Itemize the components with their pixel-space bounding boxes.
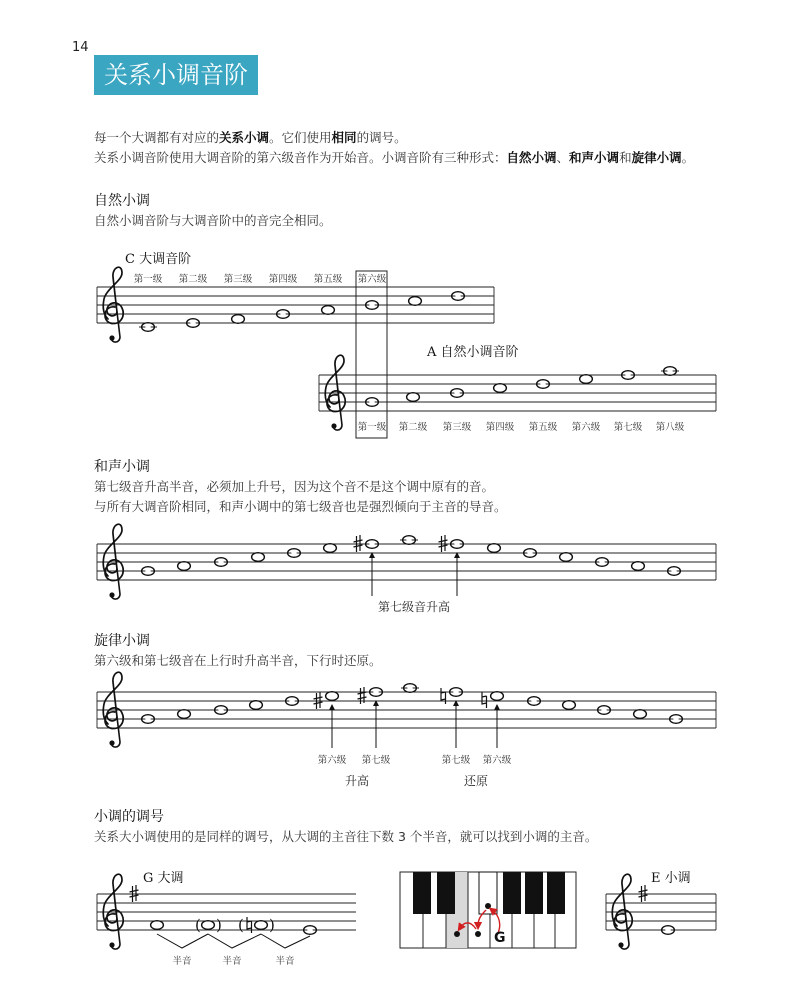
intro-text: 每一个大调都有对应的 bbox=[94, 130, 220, 145]
melodic-minor-staff bbox=[97, 672, 716, 788]
keysig-heading: 小调的调号 bbox=[94, 809, 164, 825]
note bbox=[252, 553, 265, 562]
degree-label: 第八级 bbox=[655, 422, 685, 433]
degree-label: 第四级 bbox=[268, 274, 298, 285]
sharp-icon bbox=[354, 535, 363, 552]
a-minor-staff bbox=[319, 345, 716, 433]
semitone-label: 半音 bbox=[275, 956, 295, 967]
key-label-g: G bbox=[494, 930, 506, 946]
natural-desc: 自然小调音阶与大调音阶中的音完全相同。 bbox=[94, 213, 332, 228]
keyboard-diagram bbox=[400, 872, 576, 948]
key-signature-sharp-icon bbox=[130, 885, 139, 902]
intro-text: 、 bbox=[556, 150, 570, 165]
note-f bbox=[580, 375, 593, 384]
note-b bbox=[407, 393, 420, 402]
melodic-notes bbox=[142, 684, 683, 724]
natural-icon bbox=[247, 917, 252, 933]
sharp-icon bbox=[314, 692, 323, 709]
intro-text: 。 bbox=[681, 150, 695, 165]
key-dot bbox=[475, 931, 481, 937]
degree-label: 第六级 bbox=[571, 422, 601, 433]
semitone-label: 半音 bbox=[172, 956, 192, 967]
g-major-title: G 大调 bbox=[143, 871, 184, 886]
a-minor-degree-labels bbox=[358, 421, 685, 433]
note-e4 bbox=[232, 315, 245, 324]
note-g bbox=[151, 921, 164, 930]
natural-heading: 自然小调 bbox=[94, 193, 150, 209]
melodic-heading: 旋律小调 bbox=[94, 633, 150, 649]
c-major-title: C 大调音阶 bbox=[125, 252, 192, 267]
black-key bbox=[437, 872, 455, 914]
note bbox=[324, 544, 337, 553]
paren-close: ) bbox=[269, 916, 275, 934]
black-key bbox=[503, 872, 521, 914]
degree-label: 第七级 bbox=[441, 755, 471, 766]
degree-label: 第三级 bbox=[223, 274, 253, 285]
harmonic-heading: 和声小调 bbox=[94, 459, 150, 475]
e-minor-title: E 小调 bbox=[651, 871, 691, 886]
a-minor-title: A 自然小调音阶 bbox=[427, 345, 519, 360]
note-b4 bbox=[409, 297, 422, 306]
g-major-staff bbox=[97, 870, 356, 967]
degree-label: 第六级 bbox=[317, 755, 347, 766]
note-f-natural bbox=[255, 921, 268, 930]
degree-label: 第六级 bbox=[357, 274, 387, 285]
degree-label: 第七级 bbox=[361, 755, 391, 766]
degree-label: 第七级 bbox=[613, 422, 643, 433]
note bbox=[250, 701, 263, 710]
intro-bold-relative-minor: 关系小调 bbox=[219, 130, 270, 145]
degree-label: 第一级 bbox=[133, 274, 163, 285]
note-d bbox=[494, 384, 507, 393]
note bbox=[563, 701, 576, 710]
page-title: 关系小调音阶 bbox=[94, 55, 258, 95]
harmonic-desc-1: 第七级音升高半音，必须加上升号，因为这个音不是这个调中原有的音。 bbox=[94, 479, 495, 494]
degree-label: 第四级 bbox=[485, 422, 515, 433]
degree-label: 第三级 bbox=[442, 422, 472, 433]
note-g4 bbox=[322, 306, 335, 315]
harmonic-desc-2: 与所有大调音阶相同，和声小调中的第七级音也是强烈倾向于主音的导音。 bbox=[94, 499, 507, 514]
paren-close: ) bbox=[216, 916, 222, 934]
semitone-brackets bbox=[157, 934, 310, 948]
note bbox=[634, 710, 647, 719]
harmonic-minor-staff bbox=[97, 524, 716, 614]
note bbox=[178, 710, 191, 719]
keysig-desc: 关系大小调使用的是同样的调号，从大调的主音往下数 3 个半音，就可以找到小调的主音。 bbox=[94, 829, 598, 844]
degree-label: 第六级 bbox=[482, 755, 512, 766]
note bbox=[560, 553, 573, 562]
intro-text: 关系小调音阶使用大调音阶的第六级音作为开始音。小调音阶有三种形式： bbox=[94, 150, 507, 165]
intro-text: 。它们使用 bbox=[269, 130, 332, 145]
paren-open: ( bbox=[238, 916, 244, 934]
e-minor-staff bbox=[606, 871, 716, 949]
a-minor-notes bbox=[366, 367, 679, 407]
sharp-icon bbox=[439, 535, 448, 552]
black-key bbox=[525, 872, 543, 914]
key-signature-sharp-icon bbox=[639, 885, 648, 902]
degree-label: 第一级 bbox=[357, 422, 387, 433]
key-dot bbox=[485, 903, 491, 909]
intro-text: 和 bbox=[619, 150, 632, 165]
black-key bbox=[413, 872, 431, 914]
natural-icon bbox=[482, 692, 487, 708]
key-dot bbox=[454, 931, 460, 937]
melodic-desc: 第六级和第七级音在上行时升高半音，下行时还原。 bbox=[94, 653, 382, 668]
restored-label: 还原 bbox=[463, 774, 489, 788]
intro-bold-harmonic: 和声小调 bbox=[569, 150, 620, 165]
degree-label: 第二级 bbox=[178, 274, 208, 285]
harmonic-notes bbox=[142, 535, 681, 575]
note bbox=[632, 562, 645, 571]
intro-bold-same: 相同 bbox=[331, 130, 357, 145]
note-restored-6th bbox=[491, 692, 504, 701]
c-major-notes bbox=[139, 292, 464, 332]
raised-seventh-label: 第七级音升高 bbox=[377, 600, 451, 614]
intro-bold-natural: 自然小调 bbox=[506, 150, 557, 165]
page-number: 14 bbox=[72, 40, 89, 55]
note bbox=[178, 562, 191, 571]
paren-open: ( bbox=[195, 916, 201, 934]
black-key bbox=[547, 872, 565, 914]
c-major-staff bbox=[97, 251, 494, 342]
semitone-label: 半音 bbox=[222, 956, 242, 967]
degree-label: 第二级 bbox=[398, 422, 428, 433]
note-raised-6th bbox=[326, 692, 339, 701]
note bbox=[488, 544, 501, 553]
natural-icon bbox=[441, 688, 446, 704]
raised-label: 升高 bbox=[344, 774, 370, 788]
degree-label: 第五级 bbox=[313, 274, 343, 285]
intro-bold-melodic: 旋律小调 bbox=[631, 150, 682, 165]
degree-label: 第五级 bbox=[528, 422, 558, 433]
c-major-degree-labels bbox=[134, 273, 387, 285]
intro-text: 的调号。 bbox=[356, 130, 407, 145]
note-f-sharp bbox=[202, 921, 215, 930]
